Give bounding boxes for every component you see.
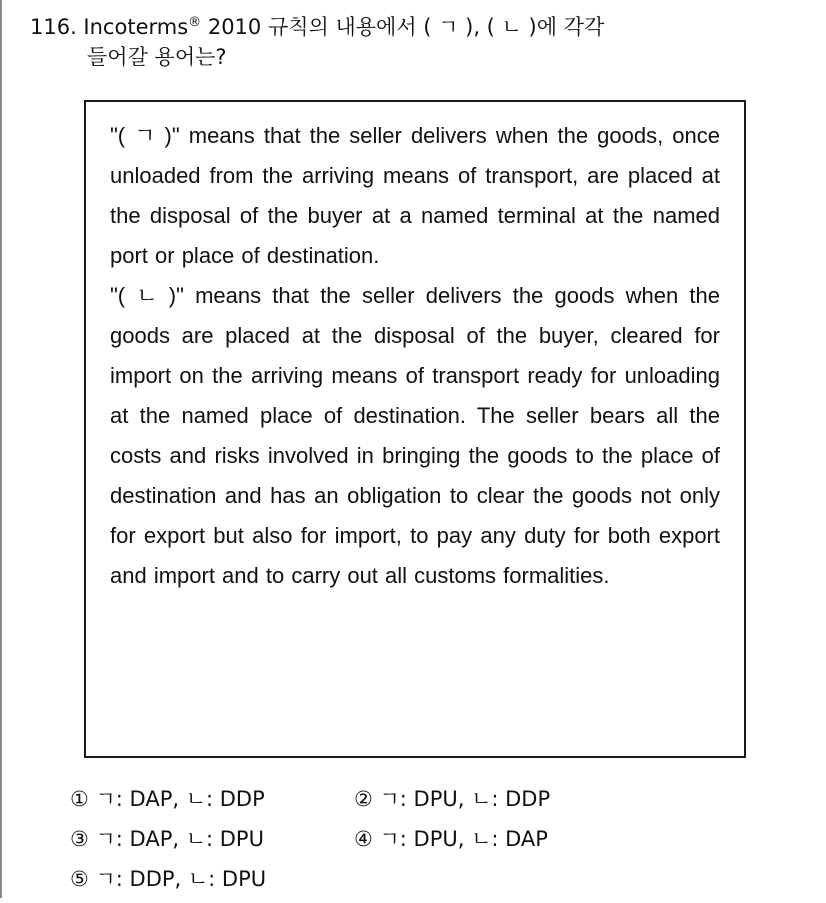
page-left-border: [0, 0, 2, 898]
registered-trademark-mark: ®: [188, 15, 202, 30]
question-stem-line-2: 들어갈 용어는?: [87, 45, 227, 69]
choice-row-1: [70, 783, 770, 823]
choice-3[interactable]: ③ ㄱ: DAP, ㄴ: DPU: [70, 827, 264, 851]
choice-row-2: [70, 823, 770, 863]
choice-row-3: [70, 863, 770, 903]
choice-5[interactable]: ⑤ ㄱ: DDP, ㄴ: DPU: [70, 867, 267, 891]
passage-paragraph-1: "( ㄱ )" means that the seller delivers when the goods, once unloaded from the arriving means of transport, are placed at the disposal of the buyer at a named terminal at the named port or place of destination.: [110, 123, 720, 268]
answer-choices: [70, 783, 770, 903]
passage-box: [84, 100, 746, 758]
question-number-and-term: 116. Incoterms: [30, 15, 189, 39]
choice-4[interactable]: ④ ㄱ: DPU, ㄴ: DAP: [354, 827, 548, 851]
question-stem-text: 2010 규칙의 내용에서 ( ㄱ ), ( ㄴ )에 각각: [201, 15, 605, 39]
choice-2[interactable]: ② ㄱ: DPU, ㄴ: DDP: [354, 787, 551, 811]
passage-paragraph-2: "( ㄴ )" means that the seller delivers the goods when the goods are placed at the disposal of the buyer, cleared for import on the arriving means of transport ready for unloading at the named place of destination. The seller bears all the costs and risks involved in bringing the goods to the place of destination and has an obligation to clear the goods not only for export but also for import, to pay any duty for both export and import and to carry out all customs formalities.: [110, 283, 720, 588]
question-stem-line-1: [30, 12, 604, 42]
choice-1[interactable]: ① ㄱ: DAP, ㄴ: DDP: [70, 787, 265, 811]
